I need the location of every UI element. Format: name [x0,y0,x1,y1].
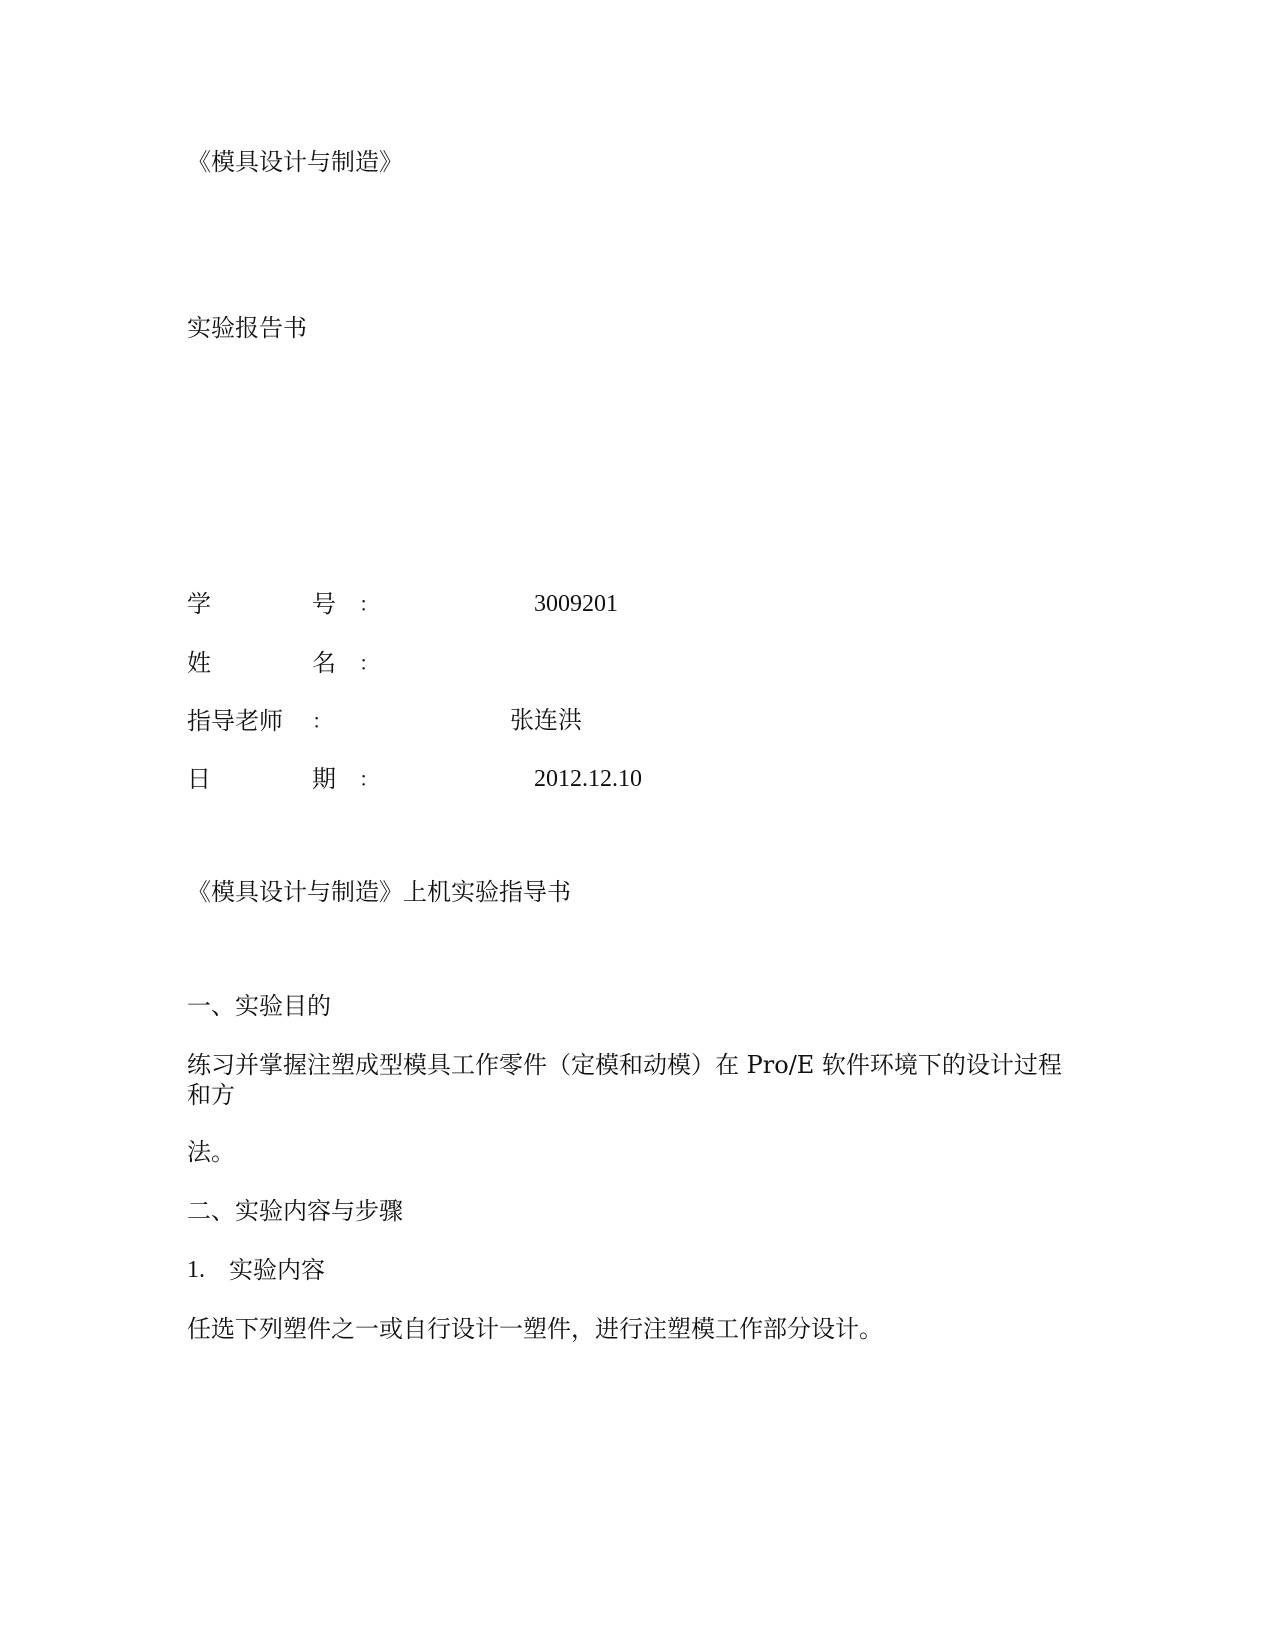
name-label-a: 姓 [187,649,211,677]
guide-title: 《模具设计与制造》上机实验指导书 [187,878,571,906]
section1-text-line1: 练习并掌握注塑成型模具工作零件（定模和动模）在 Pro/E 软件环境下的设计过程 [187,1051,1062,1079]
course-title: 《模具设计与制造》 [187,148,403,176]
student-id-colon: ： [359,592,379,616]
student-id-row [187,589,1087,619]
name-label-b: 名 [312,649,336,677]
name-row [187,648,1087,678]
advisor-value: 张连洪 [510,708,582,734]
item1-number: 1. [187,1257,205,1283]
student-id-label-b: 号 [312,590,336,618]
advisor-colon: ： [312,709,332,733]
advisor-label: 指导老师 [187,707,283,735]
date-colon: ： [359,767,379,791]
date-value: 2012.12.10 [534,766,642,792]
section1-text-line3: 法。 [187,1138,235,1166]
section2-heading: 二、实验内容与步骤 [187,1197,403,1225]
student-id-value: 3009201 [534,591,618,617]
date-label-a: 日 [187,765,211,793]
section1-heading: 一、实验目的 [187,992,331,1020]
report-title: 实验报告书 [187,314,307,342]
section1-text-line2: 和方 [187,1081,235,1109]
date-row [187,764,1087,794]
item1-heading: 实验内容 [229,1256,325,1284]
advisor-row [187,706,1087,736]
date-label-b: 期 [312,765,336,793]
name-colon: ： [359,651,379,675]
student-id-label-a: 学 [187,590,211,618]
item1-text: 任选下列塑件之一或自行设计一塑件，进行注塑模工作部分设计。 [187,1315,883,1343]
